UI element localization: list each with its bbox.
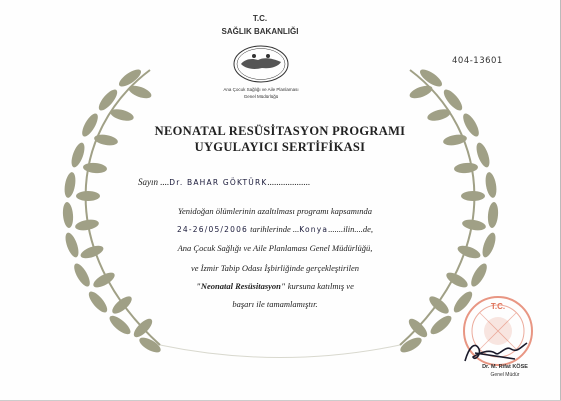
salutation-trailing-dots: ................... (267, 177, 311, 187)
course-name: "Neonatal Resüsitasyon" (196, 281, 286, 291)
general-directorate-line2: Genel Müdürlüğü (243, 94, 279, 99)
stamp-text: T.C. (490, 302, 506, 311)
ministry-name: SAĞLIK BAKANLIĞI (221, 27, 299, 36)
signatory-title: Genel Müdür (490, 372, 520, 378)
course-city: Konya (299, 225, 329, 234)
general-directorate-line1: Ana Çocuk Sağlığı ve Aile Planlaması (223, 87, 299, 92)
body-line1: Yenidoğan ölümlerinin azaltılması programı kapsamında (178, 206, 372, 216)
body-line2-end: .......ilin....de, (328, 224, 374, 234)
body-line2 (100, 224, 450, 234)
certificate-title-line1: NEONATAL RESÜSİTASYON PROGRAMI (154, 124, 406, 138)
body-line3: Ana Çocuk Sağlığı ve Aile Planlaması Genel Müdürlüğü, (177, 243, 373, 253)
signatory-name: Dr. M. Rifat KÖSE (482, 364, 528, 370)
salutation (138, 177, 310, 187)
body-line2-mid: tarihlerinde ... (250, 224, 300, 234)
body-line5-end: kursuna katılmış ve (287, 281, 354, 291)
signature-icon (455, 335, 535, 367)
body-line5 (100, 281, 450, 291)
certificate-title-line2: UYGULAYICI SERTİFİKASI (194, 140, 366, 154)
serial-number: 404-13601 (452, 56, 503, 66)
ministry-emblem-icon (232, 44, 290, 84)
salutation-leading-dots: .... (160, 177, 170, 187)
salutation-prefix: Sayın (138, 177, 158, 187)
course-dates: 24-26/05/2006 (176, 225, 249, 234)
recipient-name: Dr. BAHAR GÖKTÜRK (169, 178, 268, 187)
body-line6: başarı ile tamamlamıştır. (232, 299, 318, 309)
header-tc: T.C. (252, 14, 268, 23)
body-line4: ve İzmir Tabip Odası İşbirliğinde gerçekleştirilen (190, 263, 360, 273)
